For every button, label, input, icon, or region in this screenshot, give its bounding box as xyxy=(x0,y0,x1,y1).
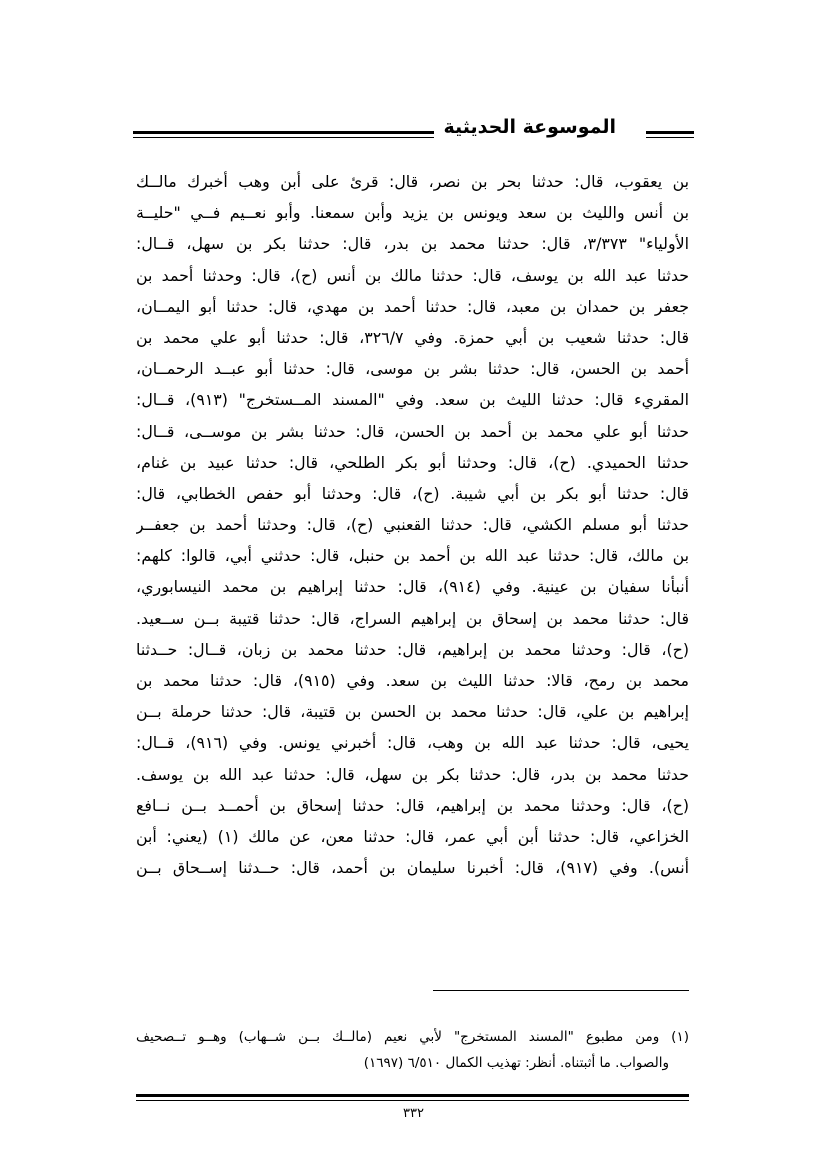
text-line: حدثنا محمد بن بدر، قال: حدثنا بكر بن سهل، قال: حدثنا عبد الله بن يوسف. xyxy=(136,764,689,784)
footnote-line: (١) ومن مطبوع "المسند المستخرج" لأبي نعيم (مالــك بــن شــهاب) وهــو تــصحيف xyxy=(136,1029,689,1045)
text-line: أحمد بن الحسن، قال: حدثنا بشر بن موسى، قال: حدثنا أبو عبــد الرحمــان، xyxy=(136,359,689,379)
text-line: أنبأنا سفيان بن عينية. وفي (٩١٤)، قال: حدثنا إبراهيم بن محمد النيسابوري، xyxy=(136,577,689,597)
text-line: حدثنا الحميدي. (ح)، قال: وحدثنا أبو بكر الطلحي، قال: حدثنا عبيد بن غنام، xyxy=(136,452,689,472)
header-rule-right xyxy=(646,131,694,134)
header-title: الموسوعة الحديثية xyxy=(434,112,627,142)
text-line: يحيى، قال: حدثنا عبد الله بن وهب، قال: أخبرني يونس. وفي (٩١٦)، قــال: xyxy=(136,733,689,753)
body-text xyxy=(136,166,689,883)
text-line: قال: حدثنا شعيب بن أبي حمزة. وفي ٣٢٦/٧، قال: حدثنا أبو علي محمد بن xyxy=(136,327,689,347)
running-header xyxy=(133,112,694,146)
text-line: بن أنس والليث بن سعد ويونس بن يزيد وأبن سمعنا. وأبو نعــيم فــي "حليــة xyxy=(136,203,689,223)
text-line: أنس). وفي (٩١٧)، قال: أخبرنا سليمان بن أحمد، قال: حــدثنا إســحاق بــن xyxy=(136,858,689,878)
text-line: (ح)، قال: وحدثنا محمد بن إبراهيم، قال: حدثنا محمد بن زبان، قــال: حــدثنا xyxy=(136,639,689,659)
header-rule-left xyxy=(133,131,443,134)
text-line: حدثنا أبو علي محمد بن أحمد بن الحسن، قال: حدثنا بشر بن موســى، قــال: xyxy=(136,421,689,441)
text-line: قال: حدثنا أبو بكر بن أبي شيبة. (ح)، قال: وحدثنا أبو حفص الخطابي، قال: xyxy=(136,483,689,503)
page-number: ٣٣٢ xyxy=(403,1106,424,1121)
text-line: جعفر بن حمدان بن معبد، قال: حدثنا أحمد بن مهدي، قال: حدثنا أبو اليمــان، xyxy=(136,296,689,316)
text-line: الخزاعي، قال: حدثنا أبن أبي عمر، قال: حدثنا معن، عن مالك (١) (يعني: أبن xyxy=(136,826,689,846)
text-line: بن مالك، قال: حدثنا عبد الله بن أحمد بن حنبل، قال: حدثني أبي، قالوا: كلهم: xyxy=(136,546,689,566)
text-line: محمد بن رمح، قالا: حدثنا الليث بن سعد. وفي (٩١٥)، قال: حدثنا محمد بن xyxy=(136,671,689,690)
text-line: بن يعقوب، قال: حدثنا بحر بن نصر، قال: قرئ على أبن وهب أخبرك مالــك xyxy=(136,172,689,191)
bottom-rule xyxy=(136,1094,689,1097)
footnotes xyxy=(136,1024,689,1076)
text-line: الأولياء" ٣/٣٧٣، قال: حدثنا محمد بن بدر، قال: حدثنا بكر بن سهل، قــال: xyxy=(136,234,689,254)
footnote-line: والصواب. ما أثبتناه. أنظر: تهذيب الكمال ٦/٥١٠ (١٦٩٧) xyxy=(363,1055,669,1071)
text-line: حدثنا عبد الله بن يوسف، قال: حدثنا مالك بن أنس (ح)، قال: وحدثنا أحمد بن xyxy=(136,265,689,285)
text-line: إبراهيم بن علي، قال: حدثنا محمد بن الحسن بن قتيبة، قال: حدثنا حرملة بــن xyxy=(136,702,689,722)
text-line: حدثنا أبو مسلم الكشي، قال: حدثنا القعنبي (ح)، قال: وحدثنا أحمد بن جعفــر xyxy=(136,515,689,535)
footnote-separator xyxy=(433,990,689,991)
text-line: المقريء قال: حدثنا الليث بن سعد. وفي "المسند المــستخرج" (٩١٣)، قــال: xyxy=(136,390,689,410)
text-line: قال: حدثنا محمد بن إسحاق بن إبراهيم السراج، قال: حدثنا قتيبة بــن ســعيد. xyxy=(136,608,689,628)
text-line: (ح)، قال: وحدثنا محمد بن إبراهيم، قال: حدثنا إسحاق بن أحمــد بــن نــافع xyxy=(136,795,689,815)
